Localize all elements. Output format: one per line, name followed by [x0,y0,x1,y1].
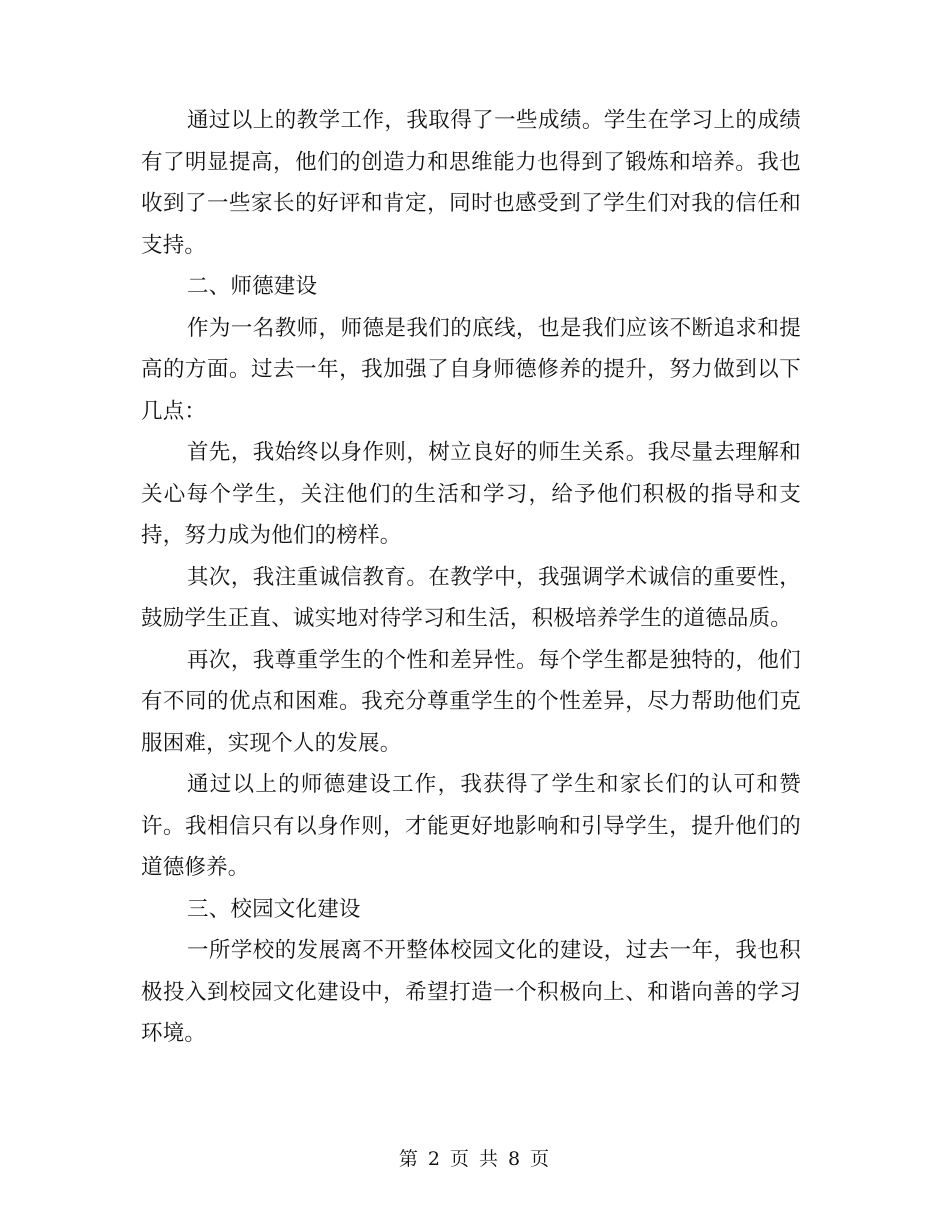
section-heading-campus-culture: 三、校园文化建设 [187,896,361,922]
paragraph-ethics-third: 再次，我尊重学生的个性和差异性。每个学生都是独特的，他们有不同的优点和困难。我充分尊重学生的个性差异，尽力帮助他们克服困难，实现个人的发展。 [141,647,801,756]
paragraph-ethics-second: 其次，我注重诚信教育。在教学中，我强调学术诚信的重要性，鼓励学生正直、诚实地对待学习和生活，积极培养学生的道德品质。 [141,564,801,631]
document-body [141,100,801,1055]
section-heading-teacher-ethics: 二、师德建设 [187,274,318,299]
paragraph-campus-culture: 一所学校的发展离不开整体校园文化的建设，过去一年，我也积极投入到校园文化建设中，希望打造一个积极向上、和谐向善的学习环境。 [141,938,801,1046]
paragraph-ethics-intro: 作为一名教师，师德是我们的底线，也是我们应该不断追求和提高的方面。过去一年，我加强了自身师德修养的提升，努力做到以下几点： [141,315,801,424]
paragraph-teaching-results: 通过以上的教学工作，我取得了一些成绩。学生在学习上的成绩有了明显提高，他们的创造力和思维能力也得到了锻炼和培养。我也收到了一些家长的好评和肯定，同时也感受到了学生们对我的信任和支持。 [141,108,801,258]
page-footer-number: 第 2 页 共 8 页 [398,1148,552,1170]
paragraph-ethics-first: 首先，我始终以身作则，树立良好的师生关系。我尽量去理解和关心每个学生，关注他们的生活和学习，给予他们积极的指导和支持，努力成为他们的榜样。 [141,440,801,548]
paragraph-ethics-results: 通过以上的师德建设工作，我获得了学生和家长们的认可和赞许。我相信只有以身作则，才能更好地影响和引导学生，提升他们的道德修养。 [141,772,801,880]
